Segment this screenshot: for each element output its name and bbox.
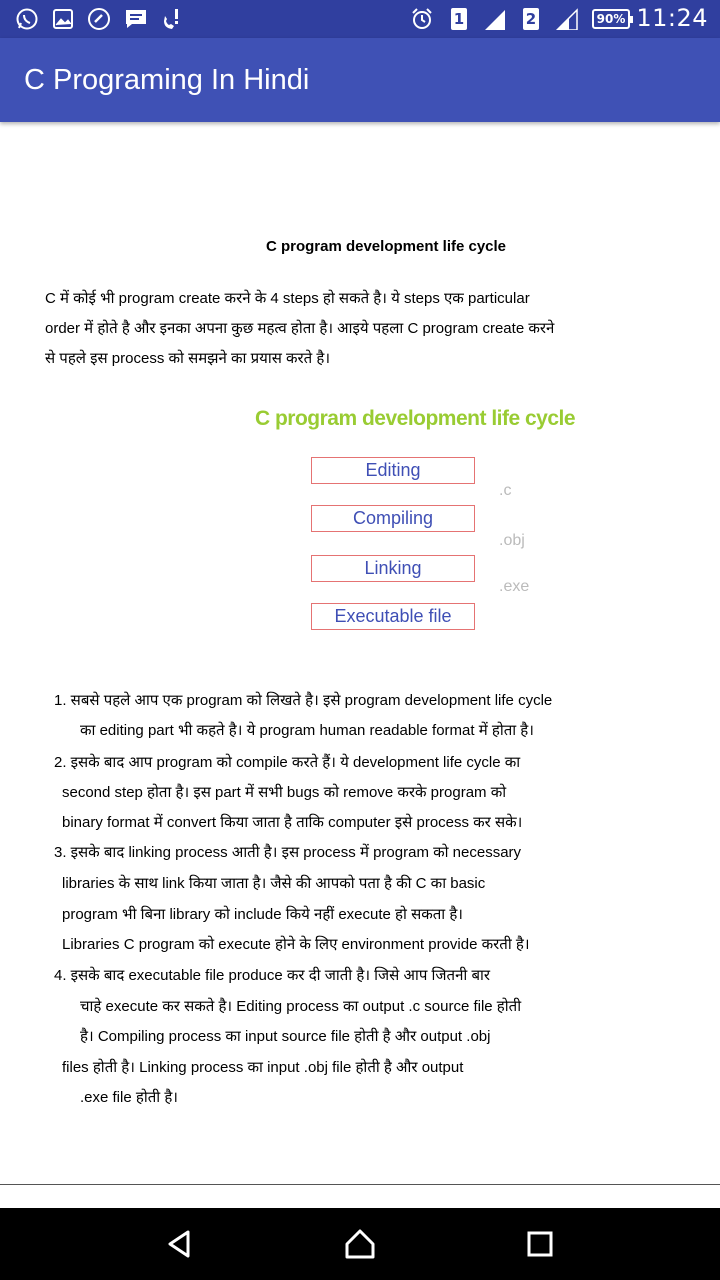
battery-icon: 90% [592,9,630,29]
document-view[interactable] [0,122,720,1184]
app-title: C Programing In Hindi [24,64,310,96]
status-time: 11:24 [636,4,708,32]
list-line: files होती है। Linking process का input .obj file होती है और output [62,1059,464,1076]
list-line: program भी बिना library को include किये नहीं execute हो सकता है। [62,906,463,923]
intro-line: C में कोई भी program create करने के 4 steps हो सकते है। ये steps एक particular [45,290,530,307]
list-line: libraries के साथ link किया जाता है। जैसे की आपको पता है की C का basic [62,875,486,892]
missed-call-icon [159,7,185,31]
content-divider [0,1184,720,1185]
list-line: .exe file होती है। [80,1089,178,1106]
diagram-step-editing: Editing [311,457,475,484]
whatsapp-icon [14,7,40,31]
list-line: का editing part भी कहते है। ये program human readable format में होता है। [80,722,534,739]
list-line: binary format में convert किया जाता है ताकि computer इसे process कर सके। [62,814,523,831]
gallery-icon [51,7,75,31]
list-line: है। Compiling process का input source file होती है और output .obj [80,1028,491,1045]
diagram-ext-obj: .obj [499,532,525,549]
app-bar [0,38,720,122]
list-line: 2. इसके बाद आप program को compile करते हैं। ये development life cycle का [54,754,521,771]
message-icon [123,7,149,31]
diagram-step-executable: Executable file [311,603,475,630]
list-line: second step होता है। इस part में सभी bugs को remove करके program को [62,784,507,801]
life-cycle-diagram [250,402,590,642]
list-line: 3. इसके बाद linking process आती है। इस process में program को necessary [54,844,522,861]
back-button[interactable] [164,1228,196,1260]
diagram-title: C program development life cycle [254,407,576,430]
list-line: 4. इसके बाद executable file produce कर दी जाती है। जिसे आप जितनी बार [54,967,491,984]
diagram-step-linking: Linking [311,555,475,582]
document-title: C program development life cycle [265,238,507,255]
sim1-badge: 1 [451,8,467,30]
list-line: 1. सबसे पहले आप एक program को लिखते है। इसे program development life cycle [54,692,553,709]
diagram-step-compiling: Compiling [311,505,475,532]
recents-button[interactable] [524,1228,556,1260]
diagram-ext-exe: .exe [499,578,530,595]
list-line: Libraries C program को execute होने के लिए environment provide करती है। [62,936,530,953]
list-line: चाहे execute कर सकते है। Editing process का output .c source file होती [80,998,522,1015]
intro-line: से पहले इस process को समझने का प्रयास करते है। [45,350,331,367]
home-button[interactable] [344,1228,376,1260]
status-bar [0,0,720,38]
sim2-badge: 2 [523,8,539,30]
intro-line: order में होते है और इनका अपना कुछ महत्व होता है। आइये पहला C program create करने [45,320,555,337]
navigation-bar [0,1208,720,1280]
signal-icon [554,7,580,31]
phone-sync-icon [87,7,111,31]
diagram-ext-c: .c [499,482,512,499]
signal-icon [482,7,508,31]
alarm-icon [410,7,434,31]
